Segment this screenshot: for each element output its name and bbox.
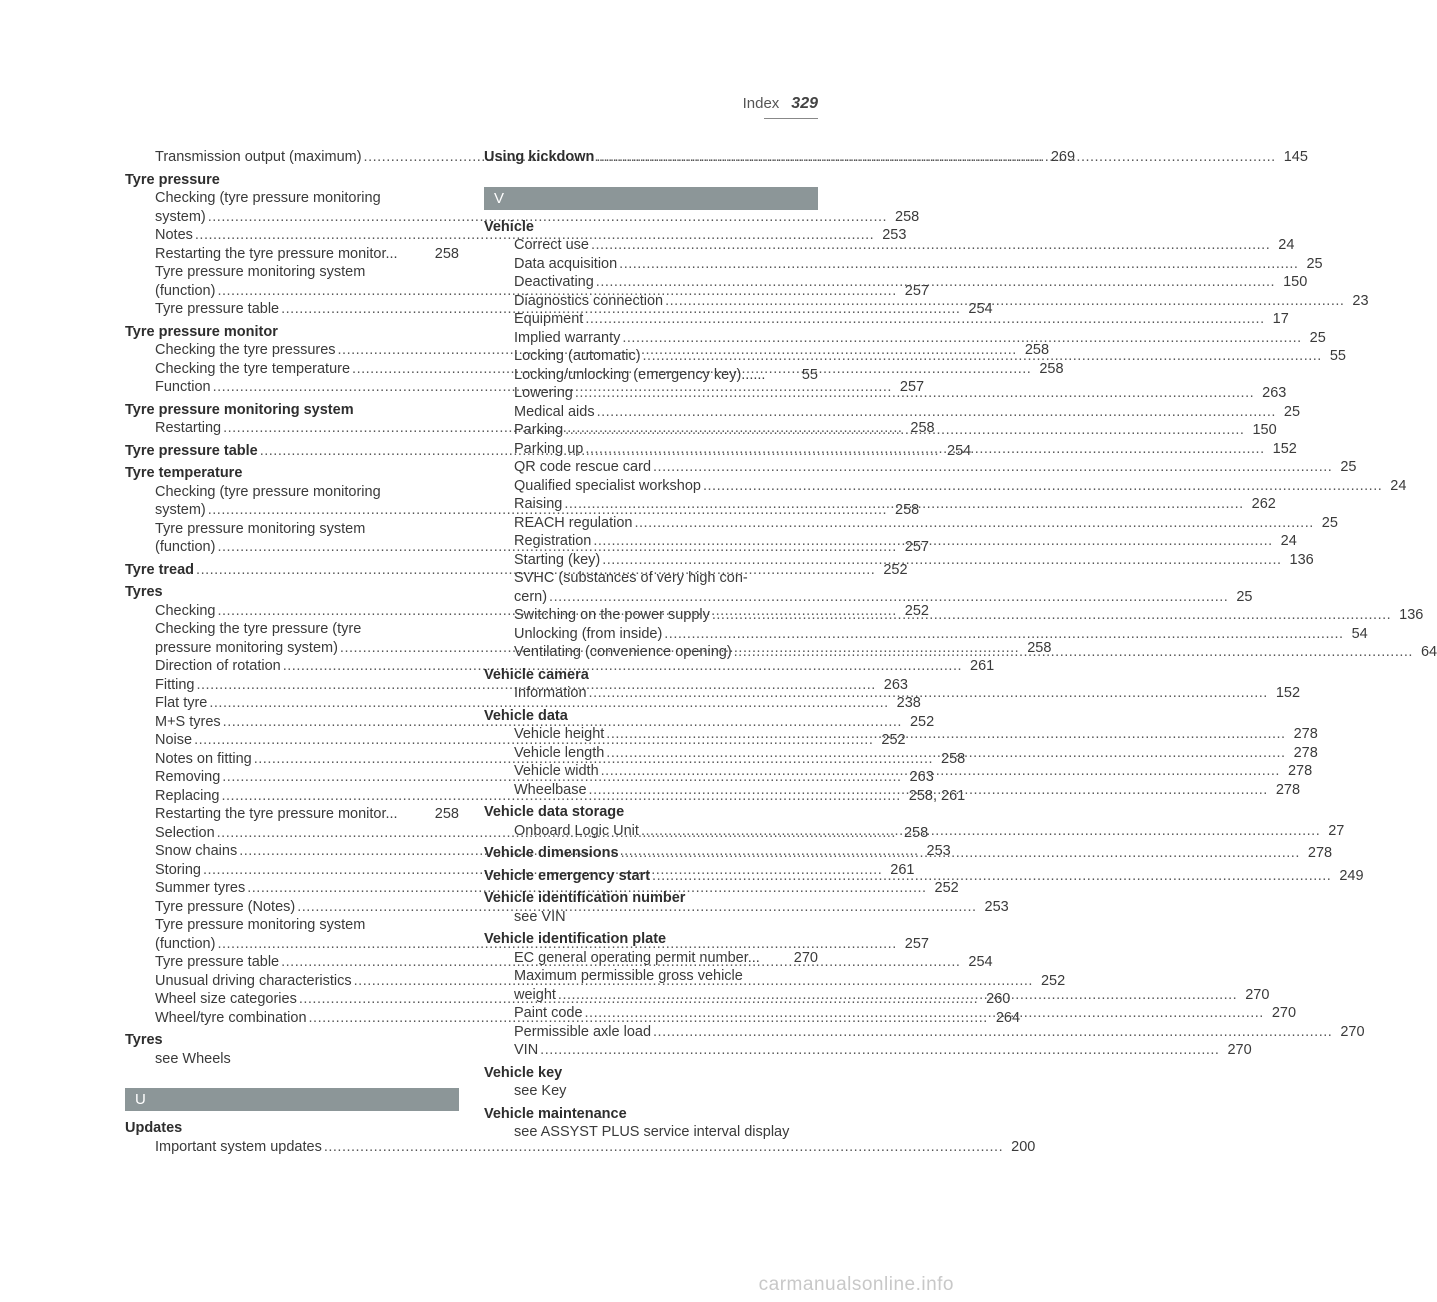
dot-leader <box>664 625 1343 644</box>
entry-heading: Vehicle data storage <box>484 804 625 820</box>
entry-heading-row <box>125 464 459 483</box>
sub-entry-text: Restarting the tyre pressure monitor... <box>155 806 398 822</box>
dot-leader <box>652 867 1331 886</box>
dot-leader <box>564 495 1243 514</box>
page-ref[interactable]: 264 <box>995 1009 1021 1026</box>
sub-entry <box>484 625 1368 644</box>
sub-entry-text: Direction of rotation <box>155 658 281 674</box>
entry-heading-row <box>484 666 818 685</box>
page-ref[interactable]: 278 <box>1275 781 1301 798</box>
sub-entry-text: Wheel/tyre combination <box>155 1009 307 1026</box>
page-ref[interactable]: 278 <box>1287 763 1313 779</box>
page-ref[interactable]: 25 <box>1283 403 1301 420</box>
dot-leader <box>585 310 1264 329</box>
page-ref[interactable]: 150 <box>1252 422 1277 438</box>
dot-leader <box>643 347 1322 366</box>
sub-entry-text: Storing <box>155 861 201 878</box>
page-ref[interactable]: 263 <box>1262 385 1287 401</box>
page-ref[interactable]: 278 <box>1293 726 1318 742</box>
sub-entry-text: Registration <box>514 533 592 549</box>
dot-leader <box>596 273 1275 292</box>
sub-entry-text: Raising <box>514 496 563 512</box>
sub-entry-text: Important system updates <box>155 1138 322 1155</box>
page-ref[interactable]: 253 <box>984 898 1009 915</box>
dot-leader <box>593 532 1272 551</box>
dot-leader <box>589 684 1268 703</box>
sub-entry <box>125 483 459 502</box>
sub-entry-text: Unlocking (from inside) <box>514 625 663 642</box>
index-entry <box>484 1105 818 1142</box>
sub-entry-text: Medical aids <box>514 403 595 420</box>
page-ref[interactable]: 238 <box>896 695 921 711</box>
entry-heading: Tyres <box>125 584 163 600</box>
sub-entry-text: Starting (key) <box>514 551 601 568</box>
page-ref[interactable]: 150 <box>1283 274 1308 290</box>
sub-entry-text: Wheel size categories <box>155 991 297 1007</box>
sub-entry-text: system) <box>155 208 206 225</box>
entry-heading-row <box>484 1105 818 1124</box>
page-ref[interactable]: 55 <box>801 366 818 383</box>
sub-entry <box>484 908 818 927</box>
sub-entry-text: Checking the tyre pressure (tyre <box>155 621 362 637</box>
page-ref[interactable]: 25 <box>1236 588 1253 605</box>
page-ref[interactable]: 258 <box>903 824 929 841</box>
sub-entry <box>125 1050 459 1069</box>
dot-leader <box>565 421 1244 440</box>
sub-entry-text: see Wheels <box>155 1050 231 1067</box>
sub-entry-text: Vehicle height <box>514 726 605 742</box>
sub-entry-text: Notes <box>155 227 193 243</box>
header-rule <box>764 118 818 119</box>
sub-entry-text: Data acquisition <box>514 255 618 272</box>
page-ref[interactable]: 270 <box>1340 1023 1365 1040</box>
dot-leader <box>585 440 1264 459</box>
sub-entry <box>125 620 459 639</box>
sub-entry-text: system) <box>155 502 206 518</box>
page-ref[interactable]: 269 <box>1050 149 1076 165</box>
sub-entry-text: Removing <box>155 769 221 785</box>
page-ref[interactable]: 55 <box>1329 348 1346 364</box>
page-ref[interactable]: 253 <box>926 843 951 859</box>
sub-entry-text: QR code rescue card <box>514 459 652 475</box>
entry-heading: Tyre pressure table <box>125 442 258 459</box>
page-ref[interactable]: 136 <box>1289 551 1314 568</box>
entry-heading: Vehicle key <box>484 1064 563 1081</box>
sub-entry-text: weight <box>514 986 556 1003</box>
sub-entry-text: cern) <box>514 588 548 605</box>
sub-entry-text: Function <box>155 379 211 395</box>
sub-entry-text: SVHC (substances of very high con- <box>514 570 748 586</box>
page-ref[interactable]: 252 <box>909 713 935 730</box>
entry-heading-row <box>484 707 818 726</box>
watermark: carmanualsonline.info <box>758 1274 954 1295</box>
sub-entry-text: Tyre pressure monitoring system <box>155 917 366 933</box>
page-ref[interactable]: 257 <box>904 282 929 299</box>
entry-heading-row <box>125 1119 459 1138</box>
page-ref[interactable]: 258 <box>1027 639 1052 656</box>
sub-entry-text: Checking (tyre pressure monitoring <box>155 190 381 206</box>
dot-leader <box>606 725 1285 744</box>
page-ref[interactable]: 252 <box>904 602 929 619</box>
entry-heading-row <box>125 1031 459 1050</box>
page-ref[interactable]: 270 <box>1245 986 1270 1003</box>
sub-entry-text: see VIN <box>514 908 566 925</box>
page-ref[interactable]: 278 <box>1307 845 1333 861</box>
dot-leader <box>712 606 1391 625</box>
entry-heading: Vehicle emergency start <box>484 867 651 884</box>
sub-entry-text: Checking the tyre pressures <box>155 342 336 358</box>
page-ref[interactable]: 254 <box>968 301 993 317</box>
sub-entry <box>484 329 1326 348</box>
entry-heading: Tyre temperature <box>125 465 243 481</box>
sub-entry <box>484 255 1323 274</box>
sub-entry-text: see ASSYST PLUS service interval display <box>514 1124 790 1140</box>
entry-heading-row <box>125 323 459 342</box>
dot-leader <box>540 1041 1219 1060</box>
entry-heading: Vehicle data <box>484 707 568 724</box>
sub-entry <box>125 805 459 824</box>
sub-entry-text: Equipment <box>514 311 584 327</box>
entry-heading-row <box>125 583 459 602</box>
sub-entry <box>484 403 1301 422</box>
dot-leader <box>641 822 1320 841</box>
sub-entry-text: Wheelbase <box>514 781 587 798</box>
page-ref[interactable]: 263 <box>909 769 934 785</box>
page-ref[interactable]: 254 <box>947 442 972 459</box>
page-ref[interactable]: 263 <box>883 676 908 693</box>
page-ref[interactable]: 25 <box>1309 329 1326 346</box>
page-ref[interactable]: 25 <box>1340 459 1357 475</box>
sub-entry-text: Summer tyres <box>155 880 246 896</box>
sub-entry-text: (function) <box>155 935 216 952</box>
page-ref[interactable]: 270 <box>1271 1005 1297 1021</box>
entry-heading-row <box>125 401 459 420</box>
page-ref[interactable]: 260 <box>986 991 1011 1007</box>
sub-entry <box>484 949 818 968</box>
page-ref[interactable]: 152 <box>1275 685 1301 701</box>
entry-heading-row <box>484 930 818 949</box>
sub-entry-text: Lowering <box>514 385 573 401</box>
dot-leader <box>653 458 1332 477</box>
sub-entry-text: Tyre pressure monitoring system <box>155 520 366 537</box>
sub-entry-text: Checking (tyre pressure monitoring <box>155 483 381 500</box>
sub-entry <box>484 1123 818 1142</box>
dot-leader <box>601 762 1280 781</box>
dot-leader <box>621 844 1300 863</box>
entry-heading-row <box>484 1064 818 1083</box>
sub-entry-text: Tyre pressure monitoring system <box>155 264 366 280</box>
index-entry <box>484 889 818 926</box>
page-ref[interactable]: 136 <box>1399 607 1424 623</box>
entry-heading: Vehicle dimensions <box>484 845 619 861</box>
sub-entry-text: Flat tyre <box>155 695 208 711</box>
page-ref[interactable]: 258 <box>1024 342 1050 358</box>
dot-leader <box>558 986 1237 1005</box>
page-ref[interactable]: 257 <box>899 379 925 395</box>
entry-heading: Tyres <box>125 1032 163 1048</box>
page-ref[interactable]: 253 <box>882 227 907 243</box>
entry-heading: Tyre pressure monitoring system <box>125 401 354 418</box>
page-ref[interactable]: 258 <box>941 750 966 767</box>
entry-heading: Vehicle camera <box>484 666 589 683</box>
sub-entry-text: Tyre pressure table <box>155 301 280 317</box>
dot-leader <box>597 403 1276 422</box>
sub-entry-text: Parking up <box>514 440 584 457</box>
dot-leader <box>606 744 1285 763</box>
sub-entry-text: Paint code <box>514 1005 583 1021</box>
entry-heading-row <box>484 218 818 237</box>
sub-entry-text: Qualified specialist workshop <box>514 477 701 494</box>
sub-entry-text: EC general operating permit number... <box>514 949 760 966</box>
page-ref[interactable]: 252 <box>1040 972 1066 989</box>
entry-heading-row <box>484 889 818 908</box>
sub-entry <box>484 967 818 986</box>
sub-entry-text: Selection <box>155 824 215 841</box>
index-entry <box>125 1031 459 1068</box>
page-ref[interactable]: 261 <box>890 861 915 878</box>
page-ref[interactable]: 258 <box>895 208 920 225</box>
sub-entry-text: Maximum permissible gross vehicle <box>514 968 743 984</box>
section-letter-bar: U <box>125 1088 459 1111</box>
sub-entry-text: Locking (automatic) <box>514 348 641 364</box>
page-ref[interactable]: 252 <box>934 880 959 896</box>
dot-leader <box>575 384 1254 403</box>
page-ref[interactable]: 64 <box>1420 644 1437 660</box>
page-ref[interactable]: 27 <box>1328 822 1345 839</box>
dot-leader <box>549 588 1228 607</box>
running-header <box>743 95 818 113</box>
dot-leader <box>734 643 1413 662</box>
sub-entry-text: Replacing <box>155 787 220 804</box>
page-ref[interactable]: 25 <box>1321 514 1338 531</box>
dot-leader <box>634 514 1313 533</box>
page-ref[interactable]: 258 <box>910 420 935 436</box>
page-ref[interactable]: 258 <box>895 502 920 518</box>
sub-entry <box>484 1082 818 1101</box>
sub-entry <box>484 458 1357 477</box>
page-ref[interactable]: 24 <box>1280 533 1297 549</box>
page-ref[interactable]: 257 <box>904 935 929 952</box>
sub-entry <box>125 245 459 264</box>
sub-entry-text: Noise <box>155 732 193 748</box>
sub-entry <box>484 1023 1365 1042</box>
sub-entry-text: Diagnostics connection <box>514 292 664 309</box>
sub-entry-text: Transmission output (maximum) <box>155 149 362 165</box>
page-ref[interactable]: 262 <box>1251 496 1276 512</box>
sub-entry <box>484 310 1289 329</box>
sub-entry <box>484 1041 1252 1060</box>
sub-entry <box>125 189 459 208</box>
dot-leader <box>653 1023 1332 1042</box>
sub-entry <box>125 520 459 539</box>
sub-entry-text: Tyre pressure (Notes) <box>155 898 296 915</box>
sub-entry-text: Ventilating (convenience opening) <box>514 644 732 660</box>
page-ref[interactable]: 152 <box>1272 440 1297 457</box>
page-ref[interactable]: 270 <box>1227 1042 1252 1058</box>
sub-entry-text: Checking the tyre temperature <box>155 360 351 377</box>
page-ref[interactable]: 254 <box>968 954 993 970</box>
page-number: 329 <box>791 95 818 112</box>
sub-entry-text: Restarting <box>155 420 222 436</box>
entry-heading: Vehicle identification plate <box>484 931 667 947</box>
page-ref[interactable]: 252 <box>883 561 908 578</box>
page-ref[interactable]: 258 <box>434 806 459 822</box>
page-ref[interactable]: 278 <box>1293 744 1318 761</box>
entry-heading: Updates <box>125 1120 183 1136</box>
sub-entry-text: Switching on the power supply <box>514 607 710 623</box>
sub-entry <box>125 1138 1036 1157</box>
header-title: Index <box>742 95 780 112</box>
sub-entry-text: VIN <box>514 1042 539 1058</box>
page-ref[interactable]: 258 <box>434 245 459 262</box>
page-ref[interactable]: 261 <box>970 658 995 674</box>
entry-heading: Tyre pressure <box>125 171 220 188</box>
page-ref[interactable]: 23 <box>1352 292 1369 309</box>
dot-leader <box>703 477 1382 496</box>
sub-entry <box>484 477 1407 496</box>
sub-entry-text: Permissible axle load <box>514 1023 652 1040</box>
sub-entry-text: Notes on fitting <box>155 750 252 767</box>
sub-entry-text: Parking <box>514 422 564 438</box>
entry-heading: Tyre pressure monitor <box>125 323 278 340</box>
entry-heading: Using kickdown <box>484 149 595 165</box>
sub-entry <box>484 366 818 385</box>
sub-entry <box>125 916 459 935</box>
dot-leader <box>585 1004 1264 1023</box>
sub-entry <box>484 514 1338 533</box>
sub-entry-text: REACH regulation <box>514 514 633 531</box>
page-ref[interactable]: 252 <box>881 732 906 748</box>
entry-heading-row <box>125 171 459 190</box>
index-entry <box>484 1064 818 1101</box>
sub-entry-text: Implied warranty <box>514 329 621 346</box>
sub-entry-text: see Key <box>514 1083 567 1099</box>
page-ref[interactable]: 24 <box>1390 477 1407 494</box>
sub-entry-text: Information <box>514 685 587 701</box>
sub-entry <box>125 263 459 282</box>
entry-heading-row <box>484 803 818 822</box>
page-ref[interactable]: 17 <box>1272 311 1289 327</box>
page-ref[interactable]: 249 <box>1339 867 1364 884</box>
dot-leader <box>596 148 1275 167</box>
sub-entry-text: Checking <box>155 602 216 619</box>
entry-heading: Vehicle <box>484 218 534 235</box>
sub-entry-text: Locking/unlocking (emergency key)...... <box>514 366 766 383</box>
sub-entry-text: M+S tyres <box>155 713 221 730</box>
page-ref[interactable]: 145 <box>1283 149 1308 165</box>
dot-leader <box>619 255 1298 274</box>
sub-entry-text: (function) <box>155 539 216 555</box>
sub-entry-text: Restarting the tyre pressure monitor... <box>155 245 398 262</box>
page-ref[interactable]: 25 <box>1306 255 1323 272</box>
dot-leader <box>622 329 1301 348</box>
dot-leader <box>589 781 1268 800</box>
sub-entry-text: Fitting <box>155 676 195 693</box>
sub-entry-text: Deactivating <box>514 274 594 290</box>
dot-leader <box>665 292 1344 311</box>
sub-entry <box>125 694 921 713</box>
sub-entry <box>484 236 1295 255</box>
entry-heading: Tyre tread <box>125 561 195 578</box>
dot-leader <box>591 236 1270 255</box>
sub-entry-text: pressure monitoring system) <box>155 639 338 656</box>
page-ref[interactable]: 24 <box>1278 237 1295 253</box>
sub-entry-text: Tyre pressure table <box>155 954 280 970</box>
sub-entry-text: Onboard Logic Unit <box>514 822 639 839</box>
sub-entry-text: Correct use <box>514 237 589 253</box>
page-ref[interactable]: 258, 261 <box>908 787 966 804</box>
page-ref[interactable]: 54 <box>1351 625 1368 642</box>
dot-leader <box>602 551 1281 570</box>
sub-entry <box>484 588 1253 607</box>
sub-entry-text: Unusual driving characteristics <box>155 972 352 989</box>
sub-entry-text: Snow chains <box>155 843 238 859</box>
sub-entry-text: (function) <box>155 282 216 299</box>
entry-heading: Vehicle identification number <box>484 890 686 906</box>
page-ref[interactable]: 258 <box>1039 360 1064 377</box>
sub-entry-text: Vehicle width <box>514 763 599 779</box>
page-ref[interactable]: 270 <box>793 949 818 966</box>
page-ref[interactable]: 200 <box>1011 1138 1036 1155</box>
page-ref[interactable]: 257 <box>904 539 929 555</box>
entry-heading: Vehicle maintenance <box>484 1105 627 1122</box>
sub-entry-text: Vehicle length <box>514 744 605 761</box>
section-letter-bar: V <box>484 187 818 210</box>
sub-entry <box>484 569 818 588</box>
